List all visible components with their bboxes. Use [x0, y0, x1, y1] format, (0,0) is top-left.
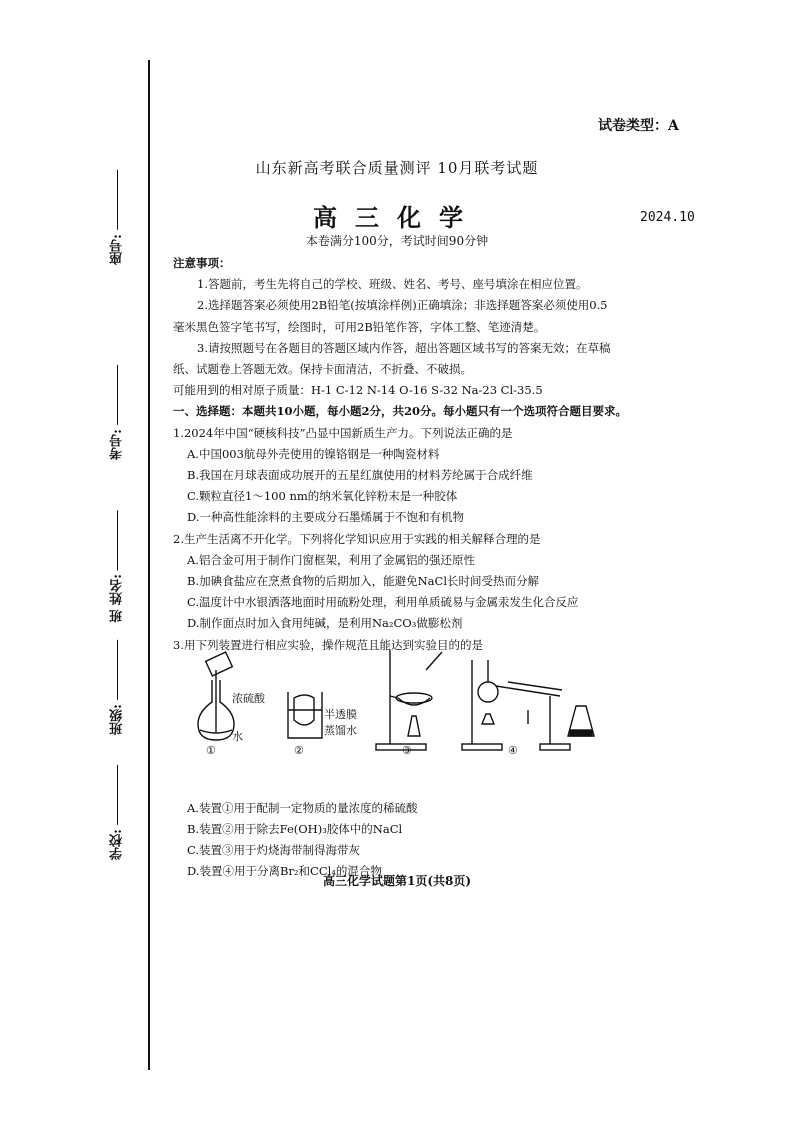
section-1-heading: 一、选择题：本题共10小题，每小题2分，共20分。每小题只有一个选项符合题目要求。: [173, 404, 628, 419]
label-n3: ③: [402, 744, 412, 757]
page-content: [173, 253, 713, 883]
q2-option-b: B.加碘食盐应在烹煮食物的后期加入，能避免NaCl长时间受热而分解: [187, 574, 539, 589]
question-2-stem: 2.生产生活离不开化学。下列将化学知识应用于实践的相关解释合理的是: [173, 531, 541, 546]
subject-title: 高三化学: [313, 203, 481, 232]
exam-no-field[interactable]: [108, 365, 127, 460]
exam-no-label: 考号:: [110, 429, 125, 460]
score-info: 本卷满分100分，考试时间90分钟: [305, 234, 489, 248]
q3-option-d: D.装置④用于分离Br₂和CCl₄的混合物: [187, 864, 382, 879]
q3-option-a: A.装置①用于配制一定物质的量浓度的稀硫酸: [187, 800, 418, 815]
q1-option-b: B.我国在月球表面成功展开的五星红旗使用的材料芳纶属于合成纤维: [187, 468, 533, 483]
apparatus-1: [198, 652, 234, 740]
exam-date: 2024.10: [640, 210, 695, 225]
note-2: 2.选择题答案必须使用2B铅笔(按填涂样例)正确填涂；非选择题答案必须使用0.5: [197, 298, 608, 313]
q3-option-b: B.装置②用于除去Fe(OH)₃胶体中的NaCl: [187, 822, 403, 837]
label-water: 水: [232, 730, 243, 743]
note-3-cont: 纸、试题卷上答题无效。保持卡面清洁，不折叠、不破损。: [173, 362, 472, 377]
label-distilled-water: 蒸馏水: [324, 724, 357, 737]
school-field[interactable]: [108, 765, 127, 860]
question-3-stem: 3.用下列装置进行相应实验，操作规范且能达到实验目的的是: [173, 637, 483, 652]
q2-option-c: C.温度计中水银洒落地面时用硫粉处理，利用单质硫易与金属汞发生化合反应: [187, 595, 579, 610]
q3-option-c: C.装置③用于灼烧海带制得海带灰: [187, 843, 361, 858]
atomic-masses: 可能用到的相对原子质量：H-1 C-12 N-14 O-16 S-32 Na-23 Cl-35.5: [173, 383, 543, 398]
apparatus-2: [288, 692, 322, 738]
apparatus-3: [376, 650, 442, 750]
class-label: 班级:: [110, 704, 125, 735]
notes-heading: 注意事项：: [173, 256, 231, 270]
note-3: 3.请按照题号在各题目的答题区域内作答，超出答题区域书写的答案无效；在草稿: [197, 340, 611, 355]
page-footer: 高三化学试题第1页(共8页): [322, 874, 472, 888]
q1-option-a: A.中国003航母外壳使用的镍铬钢是一种陶瓷材料: [187, 446, 440, 461]
label-acid: 浓硫酸: [232, 692, 265, 705]
exam-title: 山东新高考联合质量测评 10月联考试题: [255, 159, 539, 177]
apparatus-4: [462, 660, 594, 750]
note-2-cont: 毫米黑色签字笔书写，绘图时，可用2B铅笔作答，字体工整、笔迹清楚。: [173, 319, 546, 334]
school-label: 学校:: [110, 829, 125, 860]
label-n1: ①: [206, 744, 216, 757]
name-field[interactable]: [108, 510, 127, 622]
apparatus-figure: [190, 640, 610, 760]
q2-option-d: D.制作面点时加入食用纯碱，是利用Na₂CO₃做膨松剂: [187, 616, 463, 631]
q1-option-c: C.颗粒直径1～100 nm的纳米氧化锌粉末是一种胶体: [187, 489, 458, 504]
label-membrane: 半透膜: [324, 708, 357, 721]
note-1: 1.答题前，考生先将自己的学校、班级、姓名、考号、座号填涂在相应位置。: [197, 277, 588, 292]
paper-type: 试卷类型：A: [598, 118, 679, 134]
label-n4: ④: [508, 744, 518, 757]
label-n2: ②: [294, 744, 304, 757]
q2-option-a: A.铝合金可用于制作门窗框架，利用了金属铝的强还原性: [187, 552, 475, 567]
seat-label: 座号:: [110, 234, 125, 265]
q1-option-d: D.一种高性能涂料的主要成分石墨烯属于不饱和有机物: [187, 510, 464, 525]
name-label: 班 姓名:: [110, 574, 125, 623]
question-1-stem: 1.2024年中国“硬核科技”凸显中国新质生产力。下列说法正确的是: [173, 425, 513, 440]
class-field[interactable]: [108, 640, 127, 735]
